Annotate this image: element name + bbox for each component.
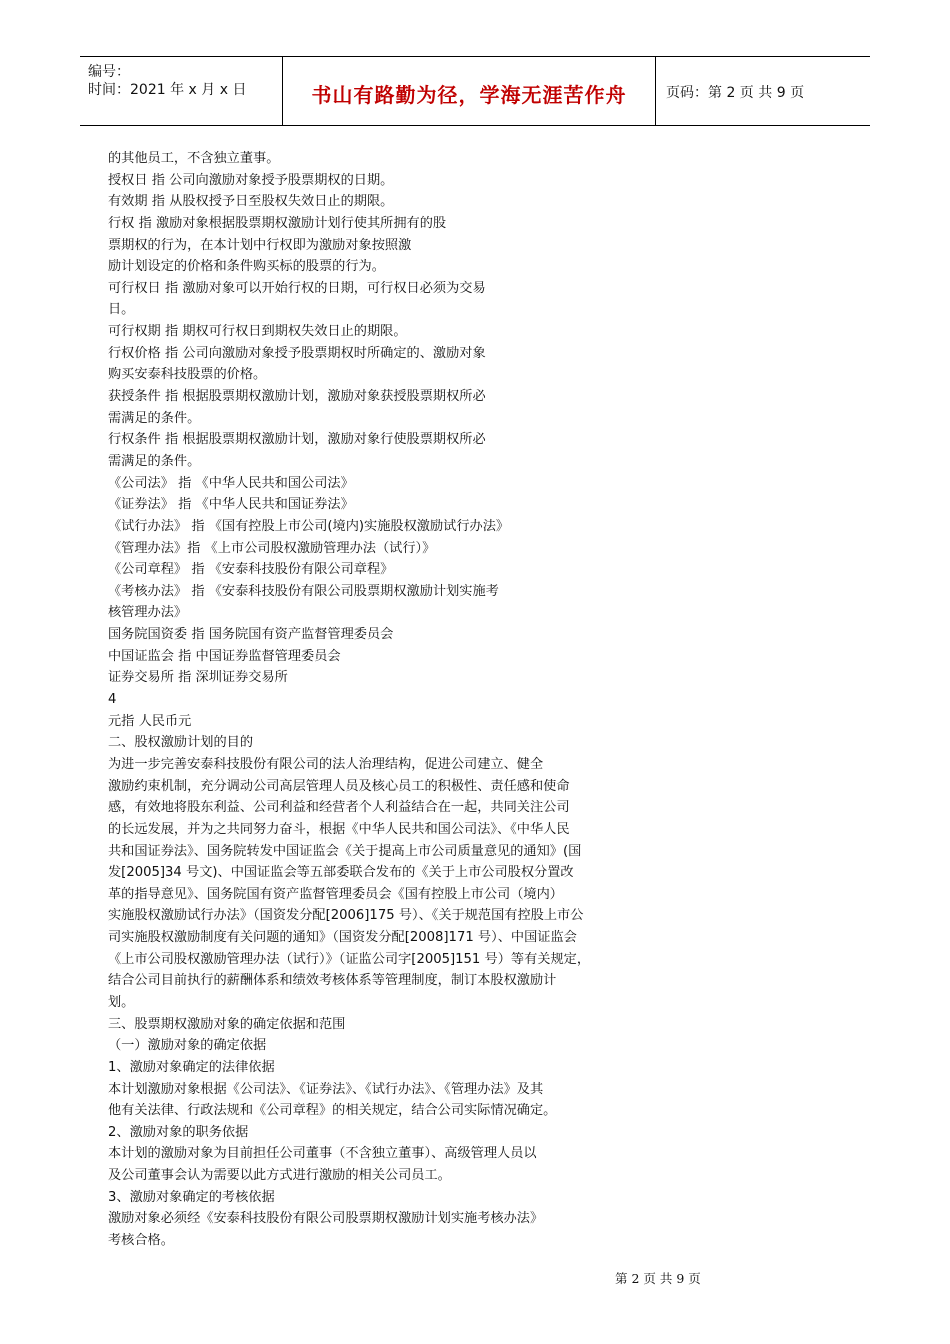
text-line: 授权日 指 公司向激励对象授予股票期权的日期。 [108, 172, 394, 188]
text-line: 实施股权激励试行办法》（国资发分配[2006]175 号）、《关于规范国有控股上市公 [108, 908, 584, 924]
header-right-cell [656, 57, 870, 125]
text-line: 证券交易所 指 深圳证券交易所 [108, 670, 288, 686]
text-line: 三、股票期权激励对象的确定依据和范围 [108, 1016, 346, 1032]
text-line: 《试行办法》 指 《国有控股上市公司(境内)实施股权激励试行办法》 [108, 518, 510, 534]
page-header [80, 56, 870, 126]
text-line: 感，有效地将股东利益、公司利益和经营者个人利益结合在一起，共同关注公司 [108, 800, 570, 816]
text-line: 《管理办法》指 《上市公司股权激励管理办法（试行）》 [108, 540, 436, 556]
text-line: （一）激励对象的确定依据 [108, 1038, 267, 1054]
text-line: 结合公司目前执行的薪酬体系和绩效考核体系等管理制度，制订本股权激励计 [108, 973, 557, 989]
header-page-info: 页码：第 2 页 共 9 页 [666, 85, 805, 101]
text-line: 有效期 指 从股权授予日至股权失效日止的期限。 [108, 194, 394, 210]
text-line: 可行权期 指 期权可行权日到期权失效日止的期限。 [108, 324, 407, 340]
text-line: 他有关法律、行政法规和《公司章程》的相关规定，结合公司实际情况确定。 [108, 1103, 557, 1119]
page-footer: 第 2 页 共 9 页 [615, 1271, 701, 1286]
text-line: 本计划激励对象根据《公司法》、《证券法》、《试行办法》、《管理办法》及其 [108, 1081, 544, 1097]
text-line: 国务院国资委 指 国务院国有资产监督管理委员会 [108, 627, 394, 643]
text-line: 需满足的条件。 [108, 410, 201, 426]
document-body [108, 148, 668, 1252]
text-line: 励计划设定的价格和条件购买标的股票的行为。 [108, 259, 385, 275]
text-line: 《公司法》 指 《中华人民共和国公司法》 [108, 475, 354, 491]
text-line: 4 [108, 692, 117, 708]
text-line: 为进一步完善安泰科技股份有限公司的法人治理结构，促进公司建立、健全 [108, 756, 544, 772]
text-line: 元指 人民币元 [108, 713, 192, 729]
text-line: 划。 [108, 994, 135, 1010]
text-line: 购买安泰科技股票的价格。 [108, 367, 267, 383]
text-line: 获授条件 指 根据股票期权激励计划，激励对象获授股票期权所必 [108, 389, 486, 405]
text-line: 激励对象必须经《安泰科技股份有限公司股票期权激励计划实施考核办法》 [108, 1211, 544, 1227]
text-line: 行权条件 指 根据股票期权激励计划，激励对象行使股票期权所必 [108, 432, 486, 448]
document-number-label: 编号： [88, 64, 130, 80]
text-line: 及公司董事会认为需要以此方式进行激励的相关公司员工。 [108, 1168, 451, 1184]
text-line: 行权 指 激励对象根据股票期权激励计划行使其所拥有的股 [108, 215, 447, 231]
text-line: 的长远发展，并为之共同努力奋斗，根据《中华人民共和国公司法》、《中华人民 [108, 821, 570, 837]
text-line: 发[2005]34 号文)、中国证监会等五部委联合发布的《关于上市公司股权分置改 [108, 865, 574, 881]
text-line: 革的指导意见》、国务院国有资产监督管理委员会《国有控股上市公司（境内） [108, 886, 563, 902]
text-line: 2、激励对象的职务依据 [108, 1124, 249, 1140]
text-line: 激励约束机制，充分调动公司高层管理人员及核心员工的积极性、责任感和使命 [108, 778, 570, 794]
text-line: 可行权日 指 激励对象可以开始行权的日期，可行权日必须为交易 [108, 280, 486, 296]
text-line: 3、激励对象确定的考核依据 [108, 1189, 275, 1205]
header-left-cell [80, 57, 283, 125]
text-line: 《证券法》 指 《中华人民共和国证券法》 [108, 497, 354, 513]
text-line: 本计划的激励对象为目前担任公司董事（不含独立董事）、高级管理人员以 [108, 1146, 537, 1162]
text-line: 日。 [108, 302, 135, 318]
text-line: 二、股权激励计划的目的 [108, 735, 254, 751]
text-line: 共和国证券法》、国务院转发中国证监会《关于提高上市公司质量意见的通知》(国 [108, 843, 582, 859]
document-time-label: 时间：2021 年 x 月 x 日 [88, 82, 247, 98]
text-line: 票期权的行为，在本计划中行权即为激励对象按照激 [108, 237, 412, 253]
text-line: 的其他员工，不含独立董事。 [108, 151, 280, 166]
header-motto: 书山有路勤为径，学海无涯苦作舟 [311, 83, 627, 107]
text-line: 中国证监会 指 中国证券监督管理委员会 [108, 648, 341, 664]
text-line: 《考核办法》 指 《安泰科技股份有限公司股票期权激励计划实施考 [108, 583, 499, 599]
text-line: 考核合格。 [108, 1233, 174, 1249]
text-line: 《上市公司股权激励管理办法（试行）》（证监公司字[2005]151 号）等有关规定， [108, 951, 591, 967]
text-line: 需满足的条件。 [108, 453, 201, 469]
text-line: 行权价格 指 公司向激励对象授予股票期权时所确定的、激励对象 [108, 345, 486, 361]
header-middle-cell [283, 57, 656, 125]
text-line: 1、激励对象确定的法律依据 [108, 1059, 275, 1075]
text-line: 核管理办法》 [108, 605, 188, 621]
text-line: 《公司章程》 指 《安泰科技股份有限公司章程》 [108, 562, 394, 578]
text-line: 司实施股权激励制度有关问题的通知》（国资发分配[2008]171 号）、中国证监会 [108, 930, 577, 946]
